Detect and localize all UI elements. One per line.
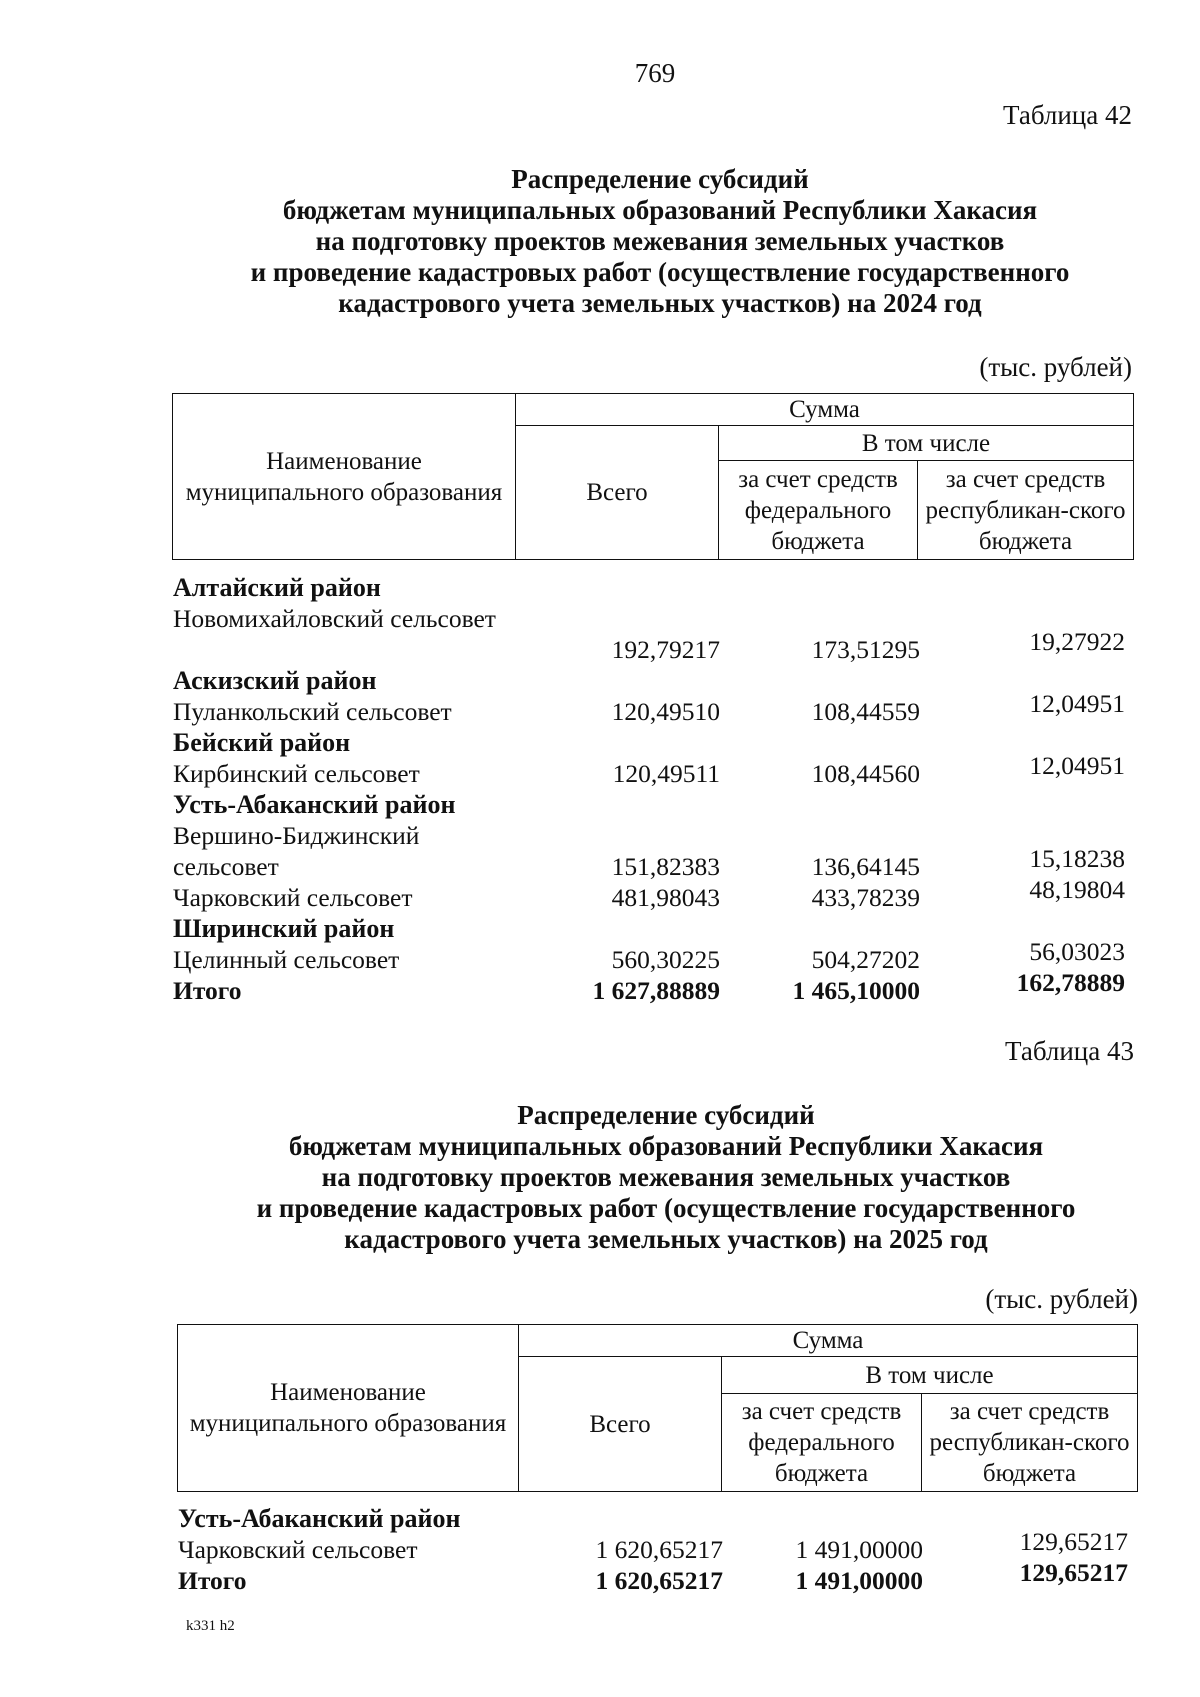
header-name-column: Наименование муниципального образования — [173, 394, 516, 560]
federal-cell: 108,44560 — [811, 759, 920, 788]
republic-cell: 162,78889 — [1016, 968, 1125, 997]
district-row: Аскизский район — [173, 666, 377, 695]
republic-cell: 56,03023 — [1029, 937, 1125, 966]
header-federal-column: за счет средств федерального бюджета — [722, 1394, 922, 1492]
header-name-column: Наименование муниципального образования — [178, 1325, 519, 1492]
federal-cell: 136,64145 — [811, 852, 920, 881]
total-cell: 1 620,65217 — [595, 1566, 723, 1595]
republic-cell: 129,65217 — [1019, 1558, 1128, 1587]
total-cell: 120,49511 — [612, 759, 720, 788]
table-42-title: Распределение субсидий бюджетам муниципальных образований Республики Хакасия на подготовку проектов межевания земельных участков и проведение кадастровых работ (осуществление государственного кадастрового учета земельных участков) на 2024 год — [250, 164, 1070, 318]
entity-row: Кирбинский сельсовет 120,49511 108,44560 12,04951 — [173, 751, 1125, 788]
table-42-header — [172, 393, 1134, 560]
header-republic-column: за счет средств республикан-ского бюджета — [918, 461, 1134, 560]
total-cell: 120,49510 — [611, 697, 720, 726]
district-row: Алтайский район — [173, 573, 381, 602]
entity-row: Новомихайловский сельсовет 192,79217 173,51295 19,27922 — [173, 604, 1125, 664]
federal-cell: 433,78239 — [811, 883, 920, 912]
district-row: Бейский район — [173, 728, 351, 757]
header-federal-column: за счет средств федерального бюджета — [719, 461, 918, 560]
total-cell: 1 627,88889 — [592, 976, 720, 1005]
federal-cell: 1 465,10000 — [792, 976, 920, 1005]
table-43-units: (тыс. рублей) — [985, 1284, 1138, 1314]
federal-cell: 1 491,00000 — [795, 1566, 923, 1595]
header-total-column: Всего — [519, 1357, 722, 1492]
header-republic-column: за счет средств республикан-ского бюджета — [922, 1394, 1138, 1492]
footer-code: k331 h2 — [186, 1618, 235, 1634]
republic-cell: 15,18238 — [1029, 844, 1125, 873]
header-sum: Сумма — [519, 1325, 1138, 1357]
federal-cell: 1 491,00000 — [795, 1535, 923, 1564]
total-cell: 1 620,65217 — [595, 1535, 723, 1564]
total-cell: 192,79217 — [611, 635, 720, 664]
entity-row: Целинный сельсовет 560,30225 504,27202 56,03023 — [173, 937, 1125, 974]
republic-cell: 19,27922 — [1029, 627, 1125, 656]
table-43-label: Таблица 43 — [1005, 1036, 1134, 1066]
total-cell: 151,82383 — [611, 852, 720, 881]
header-sum: Сумма — [516, 394, 1134, 426]
republic-cell: 12,04951 — [1029, 689, 1125, 718]
federal-cell: 108,44559 — [811, 697, 920, 726]
total-row: Итого 1 620,65217 1 491,00000 129,65217 — [178, 1558, 1128, 1595]
table-42-units: (тыс. рублей) — [979, 352, 1132, 382]
republic-cell: 129,65217 — [1019, 1527, 1128, 1556]
district-row: Ширинский район — [173, 914, 395, 943]
republic-cell: 48,19804 — [1029, 875, 1125, 904]
district-row: Усть-Абаканский район — [173, 790, 456, 819]
table-42-label: Таблица 42 — [1003, 100, 1132, 130]
header-total-column: Всего — [516, 426, 719, 560]
entity-row: Пуланкольский сельсовет 120,49510 108,44559 12,04951 — [173, 689, 1125, 726]
entity-row: Чарковский сельсовет 1 620,65217 1 491,00000 129,65217 — [178, 1527, 1128, 1564]
table-42-body — [173, 572, 1135, 1006]
header-including: В том числе — [719, 426, 1134, 461]
entity-row: Чарковский сельсовет 481,98043 433,78239 48,19804 — [173, 875, 1125, 912]
total-cell: 481,98043 — [611, 883, 720, 912]
table-43-body — [178, 1503, 1138, 1596]
table-43-title: Распределение субсидий бюджетам муниципальных образований Республики Хакасия на подготовку проектов межевания земельных участков и проведение кадастровых работ (осуществление государственного кадастрового учета земельных участков) на 2025 год — [256, 1100, 1076, 1254]
district-row: Усть-Абаканский район — [178, 1504, 461, 1533]
federal-cell: 173,51295 — [811, 635, 920, 664]
header-including: В том числе — [722, 1357, 1138, 1394]
page-number: 769 — [634, 58, 676, 88]
federal-cell: 504,27202 — [811, 945, 920, 974]
total-row: Итого 1 627,88889 1 465,10000 162,78889 — [173, 968, 1125, 1005]
republic-cell: 12,04951 — [1029, 751, 1125, 780]
total-cell: 560,30225 — [611, 945, 720, 974]
entity-row: Вершино-Биджинский сельсовет 151,82383 136,64145 15,18238 — [173, 821, 1125, 881]
table-43-header — [177, 1324, 1138, 1492]
